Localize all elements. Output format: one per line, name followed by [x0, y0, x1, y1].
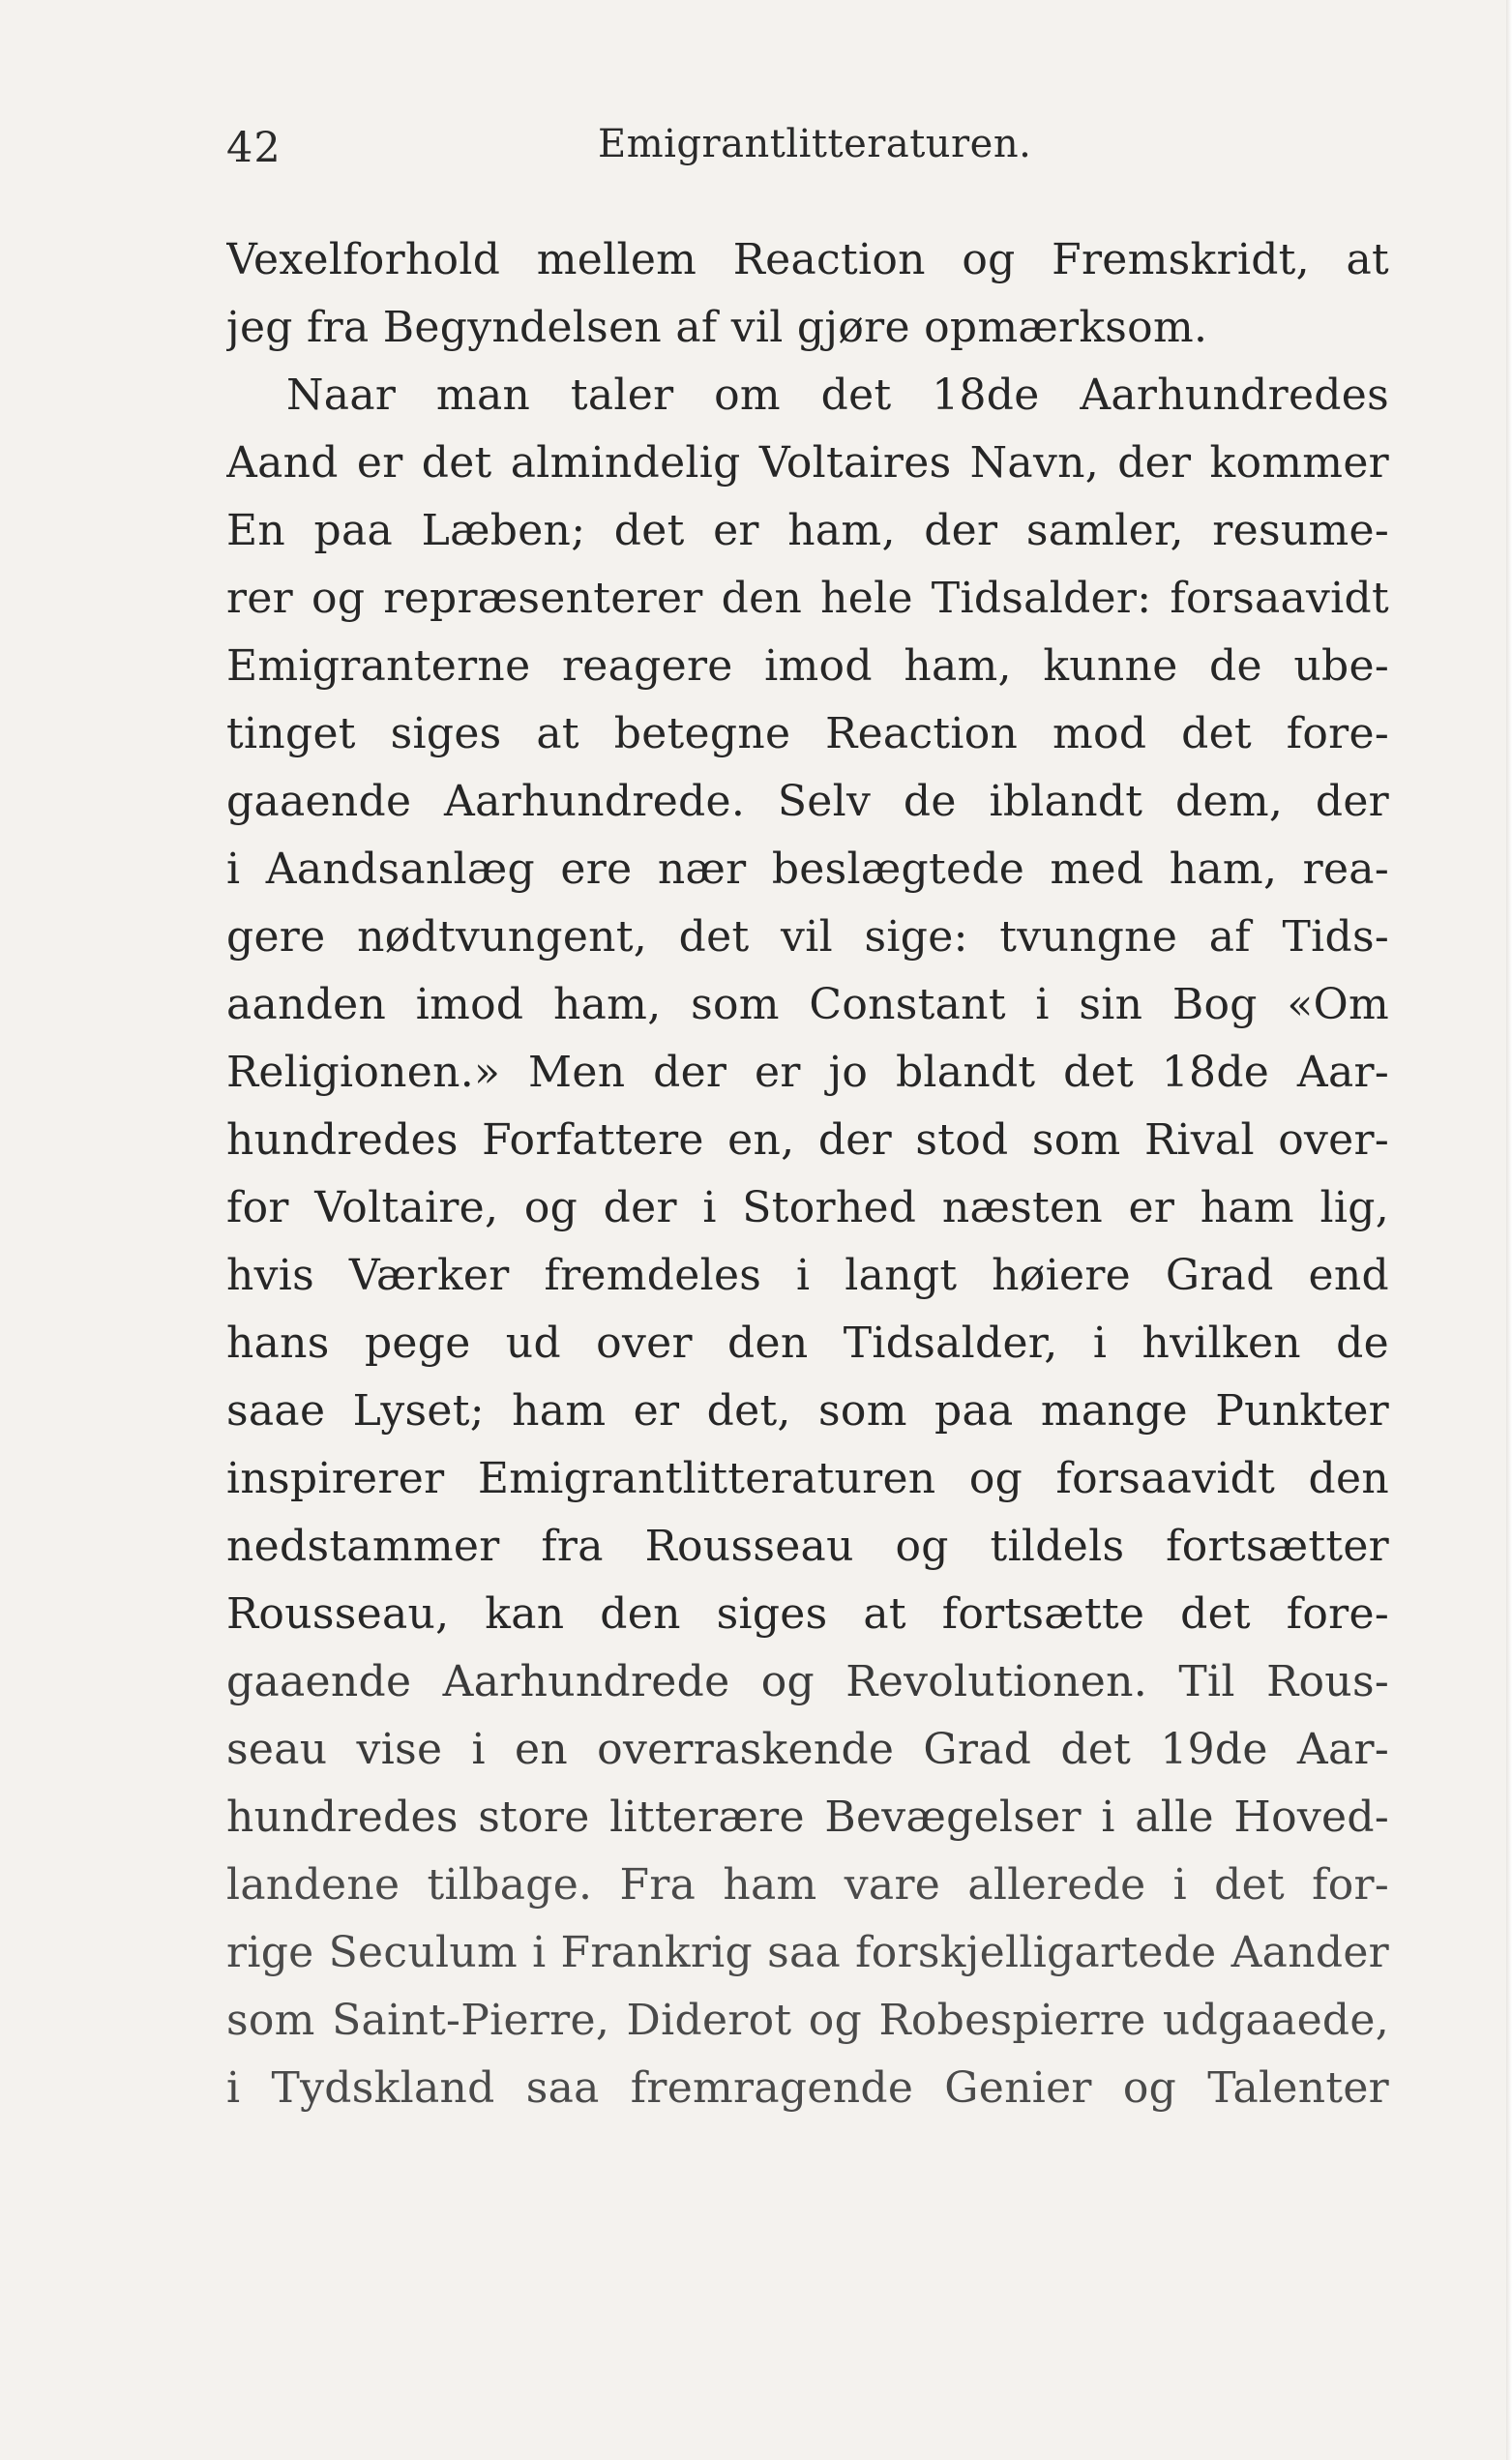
text-line: hans pege ud over den Tidsalder, i hvilken de: [226, 1319, 1389, 1368]
text-line: hvis Værker fremdeles i langt høiere Grad end: [226, 1251, 1389, 1300]
page-number: 42: [226, 124, 282, 172]
page-edge: [1506, 0, 1512, 2460]
text-line: gaaende Aarhundrede. Selv de iblandt dem, der: [226, 777, 1389, 826]
text-line: som Saint-Pierre, Diderot og Robespierre udgaaede,: [226, 1996, 1389, 2045]
text-line: Naar man taler om det 18de Aarhundredes: [286, 370, 1389, 420]
text-line: Emigranterne reagere imod ham, kunne de ube-: [226, 641, 1389, 691]
text-line: En paa Læben; det er ham, der samler, resume-: [226, 506, 1389, 555]
text-line: jeg fra Begyndelsen af vil gjøre opmærksom.: [226, 303, 1208, 352]
text-line: landene tilbage. Fra ham vare allerede i det for-: [226, 1860, 1389, 1910]
text-line: rige Seculum i Frankrig saa forskjelligartede Aander: [226, 1928, 1389, 1977]
text-line: seau vise i en overraskende Grad det 19de Aar-: [226, 1725, 1389, 1774]
text-line: hundredes store litterære Bevægelser i alle Hoved-: [226, 1793, 1389, 1842]
running-head: [226, 114, 1032, 172]
text-line: for Voltaire, og der i Storhed næsten er ham lig,: [226, 1183, 1389, 1232]
text-line: tinget siges at betegne Reaction mod det fore-: [226, 709, 1389, 758]
body-text: [226, 226, 1389, 2122]
text-line: Rousseau, kan den siges at fortsætte det fore-: [226, 1589, 1389, 1639]
text-line: Aand er det almindelig Voltaires Navn, der kommer: [226, 438, 1389, 488]
text-line: aanden imod ham, som Constant i sin Bog «Om: [226, 980, 1389, 1029]
running-title: Emigrantlitteraturen.: [598, 122, 1032, 166]
text-line: rer og repræsenterer den hele Tidsalder: forsaavidt: [226, 574, 1389, 623]
text-line: Religionen.» Men der er jo blandt det 18de Aar-: [226, 1048, 1389, 1097]
text-line: gere nødtvungent, det vil sige: tvungne af Tids-: [226, 912, 1389, 962]
text-line: i Aandsanlæg ere nær beslægtede med ham, rea-: [226, 845, 1389, 894]
text-line: i Tydskland saa fremragende Genier og Talenter: [226, 2063, 1389, 2113]
text-line: hundredes Forfattere en, der stod som Rival over-: [226, 1115, 1389, 1165]
text-line: Vexelforhold mellem Reaction og Fremskridt, at: [226, 235, 1389, 284]
text-line: nedstammer fra Rousseau og tildels fortsætter: [226, 1522, 1389, 1571]
text-line: gaaende Aarhundrede og Revolutionen. Til Rous-: [226, 1657, 1389, 1706]
text-line: saae Lyset; ham er det, som paa mange Punkter: [226, 1386, 1389, 1436]
text-line: inspirerer Emigrantlitteraturen og forsaavidt den: [226, 1454, 1389, 1503]
